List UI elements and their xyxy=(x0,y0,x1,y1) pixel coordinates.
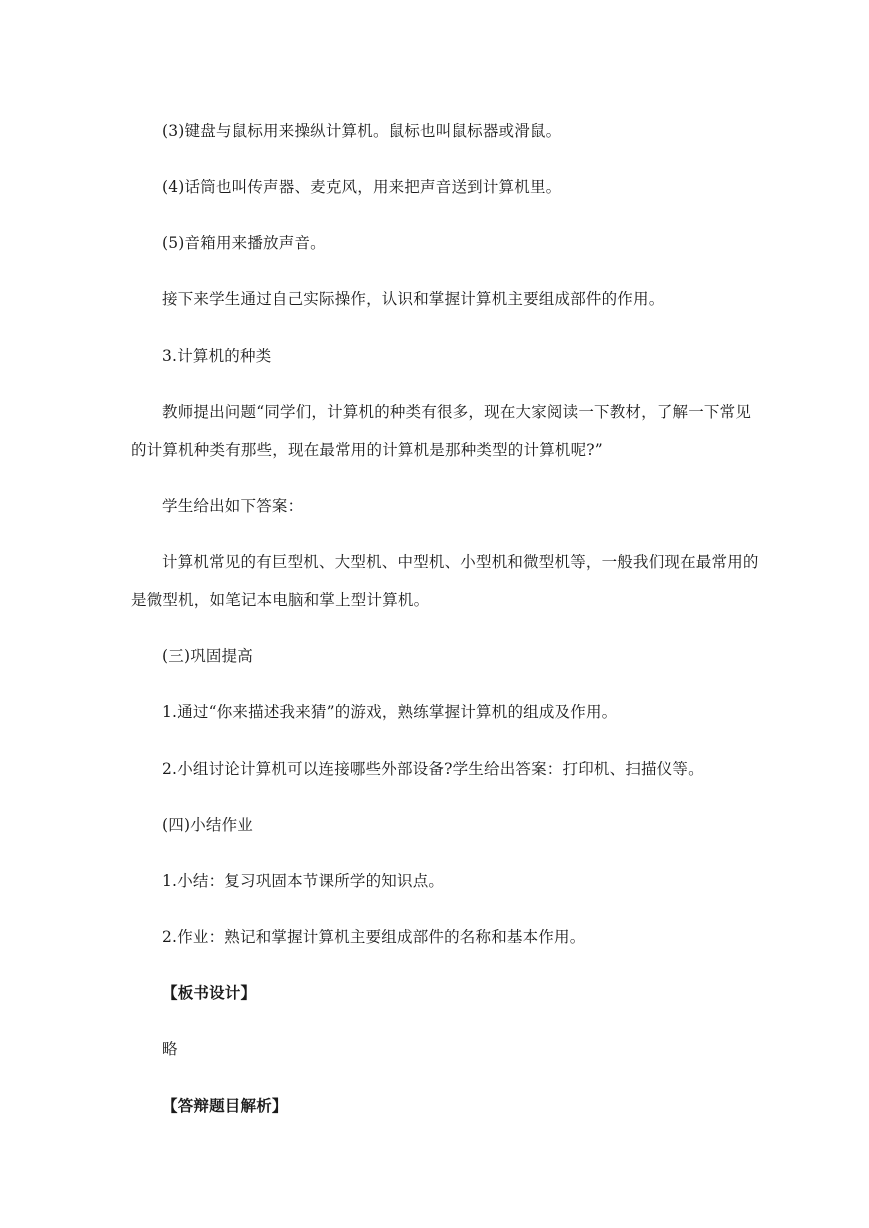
paragraph-student-operation xyxy=(131,280,741,318)
paragraph-homework xyxy=(131,918,741,956)
paragraph-teacher-question xyxy=(131,393,752,469)
text-line: 计算机常见的有巨型机、大型机、中型机、小型机和微型机等，一般我们现在最常用的 xyxy=(162,553,759,571)
text-line: 1.通过“你来描述我来猜”的游戏，熟练掌握计算机的组成及作用。 xyxy=(162,703,618,721)
text-line: (3)键盘与鼠标用来操纵计算机。鼠标也叫鼠标器或滑鼠。 xyxy=(162,122,562,140)
text-line: 【答辩题目解析】 xyxy=(162,1096,288,1115)
paragraph-omitted xyxy=(131,1030,741,1068)
text-line: 3.计算机的种类 xyxy=(162,347,272,365)
paragraph-summary xyxy=(131,862,741,900)
text-line: 2.小组讨论计算机可以连接哪些外部设备?学生给出答案：打印机、扫描仪等。 xyxy=(162,760,704,778)
text-line: 2.作业：熟记和掌握计算机主要组成部件的名称和基本作用。 xyxy=(162,928,586,946)
section-heading-computer-types xyxy=(131,337,741,375)
text-line: 教师提出问题“同学们，计算机的种类有很多，现在大家阅读一下教材，了解一下常见 xyxy=(162,403,752,421)
paragraph-speaker xyxy=(131,224,741,262)
text-line: 略 xyxy=(162,1040,178,1058)
text-line: 接下来学生通过自己实际操作，认识和掌握计算机主要组成部件的作用。 xyxy=(162,290,665,308)
text-line: 是微型机，如笔记本电脑和掌上型计算机。 xyxy=(131,591,430,609)
text-line: 【板书设计】 xyxy=(162,983,257,1002)
text-line: (三)巩固提高 xyxy=(162,647,253,665)
paragraph-keyboard-mouse xyxy=(131,112,741,150)
text-line: (四)小结作业 xyxy=(162,816,253,834)
paragraph-guessing-game xyxy=(131,693,741,731)
paragraph-student-answer-intro xyxy=(131,487,741,525)
section-heading-defense-analysis xyxy=(131,1087,741,1125)
text-line: 的计算机种类有那些，现在最常用的计算机是那种类型的计算机呢?” xyxy=(131,441,603,459)
paragraph-microphone xyxy=(131,168,741,206)
section-heading-consolidation xyxy=(131,637,741,675)
text-line: (4)话筒也叫传声器、麦克风，用来把声音送到计算机里。 xyxy=(162,178,562,196)
paragraph-computer-types-answer xyxy=(131,543,759,619)
section-heading-board-design xyxy=(131,974,741,1012)
paragraph-group-discussion xyxy=(131,750,741,788)
text-line: 1.小结：复习巩固本节课所学的知识点。 xyxy=(162,872,445,890)
section-heading-summary-homework xyxy=(131,806,741,844)
text-line: 学生给出如下答案： xyxy=(162,497,304,515)
text-line: (5)音箱用来播放声音。 xyxy=(162,234,326,252)
